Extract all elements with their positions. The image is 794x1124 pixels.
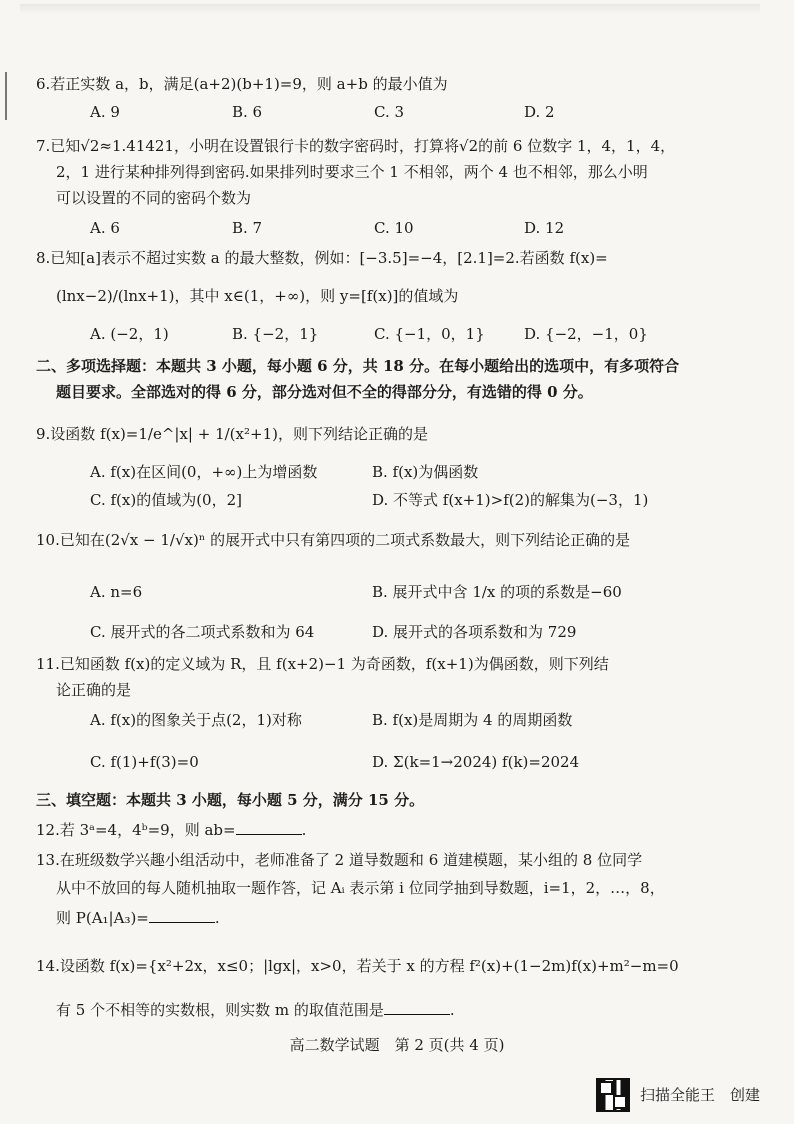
q13-line3-wrap: 则 P(A₁|A₃)= . <box>56 906 220 928</box>
q8-option-c: C. {−1，0，1} <box>374 325 485 343</box>
q14-line1: 14.设函数 f(x)={x²+2x，x≤0；|lgx|，x>0，若关于 x 的方程 f²(x)+(1−2m)f(x)+m²−m=0 <box>36 957 679 975</box>
q9-option-c: C. f(x)的值域为(0，2] <box>90 491 242 509</box>
q6-option-b: B. 6 <box>232 103 263 121</box>
q7-option-a: A. 6 <box>90 219 120 237</box>
q9-option-d: D. 不等式 f(x+1)>f(2)的解集为(−3，1) <box>372 491 649 509</box>
qr-code-icon <box>596 1078 630 1112</box>
q7-option-c: C. 10 <box>374 219 414 237</box>
q8-option-d: D. {−2，−1，0} <box>524 325 648 343</box>
q11-option-b: B. f(x)是周期为 4 的周期函数 <box>372 711 573 729</box>
q8-line1: 8.已知[a]表示不超过实数 a 的最大整数，例如：[−3.5]=−4，[2.1]=2.若函数 f(x)= <box>36 249 608 267</box>
q8-option-b: B. {−2，1} <box>232 325 319 343</box>
q6-option-d: D. 2 <box>524 103 555 121</box>
q13-answer-blank <box>149 906 215 923</box>
q13-line2: 从中不放回的每人随机抽取一题作答，记 Aᵢ 表示第 i 位同学抽到导数题，i=1，2，…，8， <box>56 879 665 897</box>
q6-stem: 6.若正实数 a，b，满足(a+2)(b+1)=9，则 a+b 的最小值为 <box>36 75 448 93</box>
q11-option-d: D. Σ(k=1→2024) f(k)=2024 <box>372 753 580 771</box>
q6-option-c: C. 3 <box>374 103 405 121</box>
section2-heading-line1: 二、多项选择题：本题共 3 小题，每小题 6 分，共 18 分。在每小题给出的选项中，有多项符合 <box>36 357 680 375</box>
q10-stem: 10.已知在(2√x − 1/√x)ⁿ 的展开式中只有第四项的二项式系数最大，则下列结论正确的是 <box>36 531 631 549</box>
section2-heading-line2: 题目要求。全部选对的得 6 分，部分选对但不全的得部分分，有选错的得 0 分。 <box>56 383 593 401</box>
q6-option-a: A. 9 <box>90 103 120 121</box>
q10-option-d: D. 展开式的各项系数和为 729 <box>372 623 577 641</box>
q10-option-c: C. 展开式的各二项式系数和为 64 <box>90 623 315 641</box>
q14-answer-blank <box>384 998 450 1015</box>
q8-option-a: A. (−2，1) <box>90 325 169 343</box>
q9-option-b: B. f(x)为偶函数 <box>372 463 479 481</box>
q12-answer-blank <box>236 818 302 835</box>
section3-heading: 三、填空题：本题共 3 小题，每小题 5 分，满分 15 分。 <box>36 791 425 809</box>
q14-line2-wrap: 有 5 个不相等的实数根，则实数 m 的取值范围是 . <box>56 998 455 1020</box>
q7-line1: 7.已知√2≈1.41421，小明在设置银行卡的数字密码时，打算将√2的前 6 位数字 1，4，1，4， <box>36 137 676 155</box>
q13-line3: 则 P(A₁|A₃)= <box>56 909 149 927</box>
q12-stem: 12.若 3ᵃ=4，4ᵇ=9，则 ab= . <box>36 818 306 840</box>
q11-option-a: A. f(x)的图象关于点(2，1)对称 <box>90 711 302 729</box>
q9-stem: 9.设函数 f(x)=1/e^|x| + 1/(x²+1)，则下列结论正确的是 <box>36 425 428 443</box>
scan-edge <box>20 4 760 14</box>
q11-option-c: C. f(1)+f(3)=0 <box>90 753 199 771</box>
q8-line2: (lnx−2)/(lnx+1)，其中 x∈(1，+∞)，则 y=[f(x)]的值域为 <box>56 287 459 305</box>
q7-option-d: D. 12 <box>524 219 565 237</box>
q14-line2: 有 5 个不相等的实数根，则实数 m 的取值范围是 <box>56 1001 384 1019</box>
q10-option-b: B. 展开式中含 1/x 的项的系数是−60 <box>372 583 622 601</box>
q11-line2: 论正确的是 <box>56 681 132 699</box>
q7-option-b: B. 7 <box>232 219 263 237</box>
q12-text: 12.若 3ᵃ=4，4ᵇ=9，则 ab= <box>36 821 236 839</box>
q7-line3: 可以设置的不同的密码个数为 <box>56 189 252 207</box>
q9-option-a: A. f(x)在区间(0，+∞)上为增函数 <box>90 463 318 481</box>
q11-line1: 11.已知函数 f(x)的定义域为 R，且 f(x+2)−1 为奇函数，f(x+1)为偶函数，则下列结 <box>36 655 609 673</box>
q13-line1: 13.在班级数学兴趣小组活动中，老师准备了 2 道导数题和 6 道建模题，某小组的 8 位同学 <box>36 851 643 869</box>
q7-line2: 2，1 进行某种排列得到密码.如果排列时要求三个 1 不相邻，两个 4 也不相邻，那么小明 <box>56 163 648 181</box>
scanner-watermark: 扫描全能王 创建 <box>640 1086 761 1104</box>
q10-option-a: A. n=6 <box>90 583 143 601</box>
page-footer: 高二数学试题 第 2 页(共 4 页) <box>289 1036 505 1054</box>
margin-mark <box>5 72 7 120</box>
